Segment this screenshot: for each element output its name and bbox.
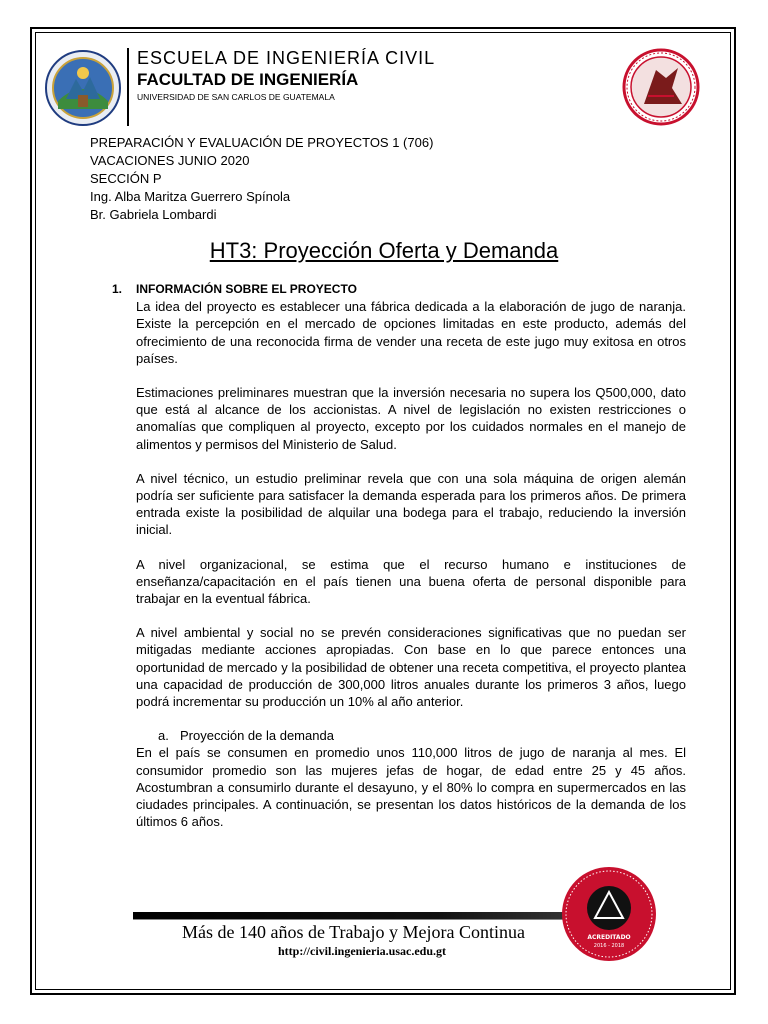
document-title: HT3: Proyección Oferta y Demanda (209, 238, 559, 263)
paragraph: A nivel organizacional, se estima que el recurso humano e instituciones de enseñanza/capacitación en el país tienen una buena oferta de personal disponible para trabajar en la eventual fábrica. (136, 556, 686, 607)
faculty-name: FACULTAD DE INGENIERÍA (137, 70, 359, 89)
header-divider (127, 48, 129, 126)
section-number: 1. (112, 282, 123, 296)
seal-label: ACREDITADO (587, 934, 631, 941)
subsection-heading (158, 727, 686, 744)
document-body (112, 281, 686, 847)
paragraph: En el país se consumen en promedio unos 110,000 litros de jugo de naranja al mes. El consumidor promedio son las mujeres jefas de hogar, de edad entre 25 y 45 años. Acostumbran a consumirlo durante el desayuno, y el 80% lo compra en supermercados en las ciudades principales. A continuación, se presentan los datos históricos de la demanda de los últimos 6 años. (136, 745, 686, 830)
footer-rule-thin (133, 919, 568, 920)
paragraph: A nivel técnico, un estudio preliminar revela que con una sola máquina de origen alemán podría ser suficiente para satisfacer la demanda esperada para los primeros años. De primera entrada existe la posibilidad de alquilar una bodega para el trabajo, reduciendo la inversión inicial. (136, 470, 686, 538)
section-heading (112, 281, 686, 298)
footer-rule (133, 912, 568, 919)
paragraph: La idea del proyecto es establecer una fábrica dedicada a la elaboración de jugo de naranja. Existe la percepción en el mercado de opciones limitadas en este producto, además del ofrecimiento de una reconocida firma de vender una receta de este jugo muy exitosa en otros países. (136, 299, 686, 366)
paragraph: Estimaciones preliminares muestran que la inversión necesaria no supera los Q500,000, dato que está al alcance de los accionistas. A nivel de legislación no existen restricciones o anomalías que compliquen al proyecto, excepto por los cuidados normales en el manejo de alimentos y permisos del Ministerio de Salud. (136, 385, 686, 452)
course-name: PREPARACIÓN Y EVALUACIÓN DE PROYECTOS 1 (706) (90, 135, 434, 150)
course-instructor: Ing. Alba Maritza Guerrero Spínola (90, 189, 291, 204)
subsection-title: Proyección de la demanda (180, 728, 334, 744)
footer-url: http://civil.ingenieria.usac.edu.gt (278, 944, 446, 958)
paragraph: A nivel ambiental y social no se prevén consideraciones significativas que no puedan ser mitigadas mediante acciones apropiadas. Con base en lo que parece entonces una oportunidad de mercado y la posibilidad de obtener una receta competitiva, el proyecto plantea una capacidad de producción de 300,000 litros anuales durante los primeros 3 años, luego podrá incrementar su producción un 10% al año anterior. (136, 625, 686, 710)
accreditation-seal-icon (559, 864, 659, 964)
school-name: ESCUELA DE INGENIERÍA CIVIL (137, 48, 436, 68)
course-student: Br. Gabriela Lombardi (90, 207, 217, 222)
course-section: SECCIÓN P (90, 171, 162, 186)
subsection-letter: a. (158, 728, 169, 744)
seal-years: 2016 - 2018 (593, 943, 625, 949)
university-name: UNIVERSIDAD DE SAN CARLOS DE GUATEMALA (137, 92, 335, 102)
usac-seal-icon (44, 43, 122, 133)
footer-motto: Más de 140 años de Trabajo y Mejora Continua (182, 922, 525, 942)
course-info (90, 134, 433, 224)
civil-engineering-seal-icon (622, 48, 700, 126)
course-term: VACACIONES JUNIO 2020 (90, 153, 250, 168)
section-title: INFORMACIÓN SOBRE EL PROYECTO (136, 282, 357, 296)
